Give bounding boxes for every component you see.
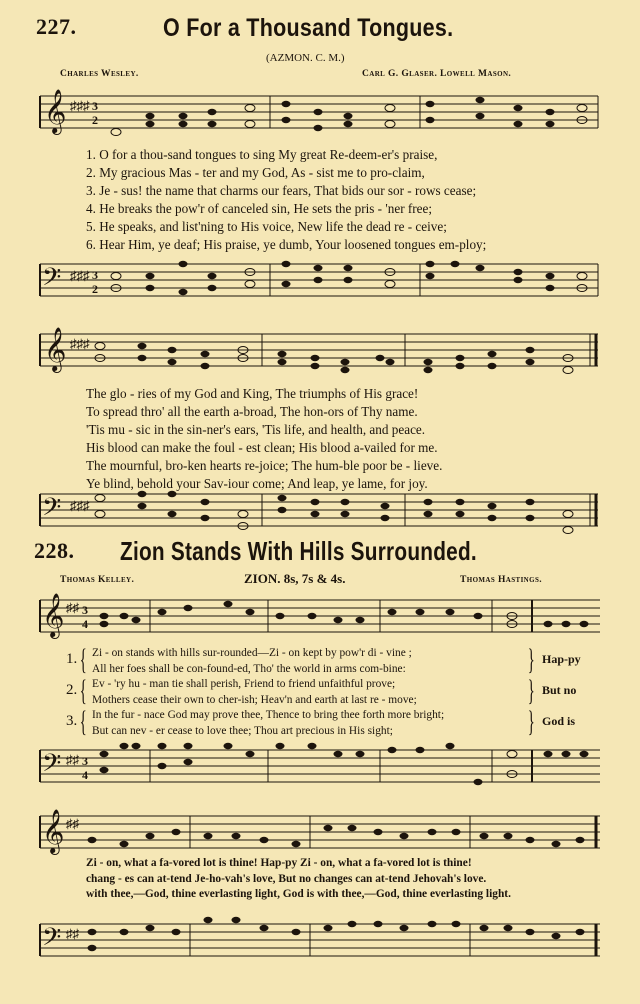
composer-credit: Carl G. Glaser. Lowell Mason. bbox=[362, 69, 512, 79]
bass-staff bbox=[0, 908, 640, 968]
svg-text:𝄢: 𝄢 bbox=[42, 924, 62, 957]
brace: { bbox=[79, 705, 87, 738]
svg-text:♯♯: ♯♯ bbox=[66, 600, 79, 615]
brace: } bbox=[527, 674, 535, 707]
side-word: God is bbox=[542, 714, 576, 728]
svg-text:3: 3 bbox=[82, 603, 88, 617]
side-word: Hap-py bbox=[542, 652, 581, 666]
svg-text:♯♯: ♯♯ bbox=[66, 926, 79, 941]
svg-text:𝄢: 𝄢 bbox=[42, 494, 62, 527]
verse-number: 1. bbox=[66, 651, 78, 667]
bass-staff bbox=[0, 738, 640, 794]
lyric-line: 'Tis mu - sic in the sin-ner's ears, 'Tis life, and health, and peace. bbox=[86, 422, 426, 437]
verse-lyrics-part1 bbox=[86, 146, 486, 254]
tune-name: (AZMON. C. M.) bbox=[266, 52, 345, 64]
lyric-line: 2. My gracious Mas - ter and my God, As - sist me to pro-claim, bbox=[86, 165, 425, 180]
author-credit: Charles Wesley. bbox=[60, 69, 139, 79]
svg-text:𝄞: 𝄞 bbox=[42, 595, 65, 637]
verse-lyrics-part2 bbox=[86, 385, 442, 493]
svg-text:3: 3 bbox=[92, 268, 98, 282]
svg-text:♯♯: ♯♯ bbox=[66, 816, 79, 831]
svg-text:𝄞: 𝄞 bbox=[44, 329, 67, 371]
svg-text:2: 2 bbox=[92, 282, 98, 296]
brace: } bbox=[527, 643, 535, 676]
side-word: But no bbox=[542, 683, 577, 697]
lyric-line: In the fur - nace God may prove thee, Thence to bring thee forth more bright; bbox=[92, 709, 445, 721]
svg-text:𝄞: 𝄞 bbox=[44, 91, 67, 133]
lyric-line: 1. O for a thou-sand tongues to sing My great Re-deem-er's praise, bbox=[86, 147, 438, 162]
hymn-number: 227. bbox=[36, 14, 77, 39]
lyric-line: 3. Je - sus! the name that charms our fears, That bids our sor - rows cease; bbox=[86, 183, 477, 198]
brace: } bbox=[527, 705, 535, 738]
hymn-title: O For a Thousand Tongues. bbox=[163, 14, 454, 42]
svg-text:3: 3 bbox=[82, 754, 88, 768]
svg-text:𝄢: 𝄢 bbox=[42, 750, 62, 783]
lyric-line: Ev - 'ry hu - man tie shall perish, Friend to friend unfaithful prove; bbox=[92, 678, 396, 690]
lyric-line: Ye blind, behold your Sav-iour come; And leap, ye lame, for joy. bbox=[86, 476, 428, 491]
treble-staff bbox=[0, 808, 640, 858]
treble-staff bbox=[0, 88, 640, 144]
bass-staff bbox=[0, 252, 640, 308]
svg-text:𝄢: 𝄢 bbox=[42, 264, 62, 297]
lyric-line: But can nev - er cease to love thee; Thou art precious in His sight; bbox=[92, 724, 393, 737]
lyric-line: with thee,—God, thine everlasting light, God is with thee,—God, thine everlasting light. bbox=[86, 888, 511, 900]
bass-staff bbox=[0, 484, 640, 540]
svg-text:4: 4 bbox=[82, 617, 88, 631]
lyric-line: All her foes shall be con-found-ed, Tho' the world in arms com-bine: bbox=[92, 662, 406, 675]
treble-staff bbox=[0, 322, 640, 382]
lyric-line: 6. Hear Him, ye deaf; His praise, ye dumb, Your loosened tongues em-ploy; bbox=[86, 237, 487, 252]
treble-staff bbox=[0, 590, 640, 646]
notes bbox=[111, 97, 587, 136]
verse-lyrics bbox=[92, 646, 444, 739]
refrain-lyrics bbox=[86, 856, 511, 903]
lyric-line: Mothers cease their own to cher-ish; Heav'n and earth at last re - move; bbox=[92, 693, 417, 706]
lyric-line: The glo - ries of my God and King, The triumphs of His grace! bbox=[86, 386, 419, 401]
lyric-line: Zi - on stands with hills sur-rounded—Zi - on kept by pow'r di - vine ; bbox=[92, 647, 412, 659]
lyric-line: His blood can make the foul - est clean; His blood a-vailed for me. bbox=[86, 440, 438, 455]
lyric-line: Zi - on, what a fa-vored lot is thine! Hap-py Zi - on, what a fa-vored lot is thine! bbox=[86, 857, 472, 869]
svg-text:♯♯♯: ♯♯♯ bbox=[70, 498, 90, 513]
lyric-line: chang - es can at-tend Je-ho-vah's love, But no changes can at-tend Jehovah's love. bbox=[86, 872, 487, 885]
tune-name: ZION. 8s, 7s & 4s. bbox=[244, 571, 346, 586]
composer-credit: Thomas Hastings. bbox=[460, 575, 543, 585]
svg-text:♯♯♯: ♯♯♯ bbox=[70, 268, 90, 283]
lyric-line: To spread thro' all the earth a-broad, The hon-ors of Thy name. bbox=[86, 404, 418, 419]
verse-number: 2. bbox=[66, 682, 78, 698]
lyric-line: 5. He speaks, and list'ning to His voice, New life the dead re - ceive; bbox=[86, 219, 447, 234]
lyric-line: 4. He breaks the pow'r of canceled sin, He sets the pris - 'ner free; bbox=[86, 201, 433, 216]
verse-number: 3. bbox=[66, 713, 78, 729]
svg-text:2: 2 bbox=[92, 113, 98, 127]
brace: { bbox=[79, 643, 87, 676]
lyric-line: The mournful, bro-ken hearts re-joice; The hum-ble poor be - lieve. bbox=[86, 458, 443, 473]
svg-text:4: 4 bbox=[82, 768, 88, 782]
svg-text:♯♯: ♯♯ bbox=[66, 752, 79, 767]
svg-text:3: 3 bbox=[92, 99, 98, 113]
svg-text:𝄞: 𝄞 bbox=[42, 811, 65, 853]
svg-text:♯♯♯: ♯♯♯ bbox=[70, 98, 90, 113]
author-credit: Thomas Kelley. bbox=[60, 575, 135, 585]
brace: { bbox=[79, 674, 87, 707]
hymn-number: 228. bbox=[34, 538, 75, 563]
hymn-title: Zion Stands With Hills Surrounded. bbox=[120, 536, 477, 566]
svg-text:♯♯♯: ♯♯♯ bbox=[70, 336, 90, 351]
